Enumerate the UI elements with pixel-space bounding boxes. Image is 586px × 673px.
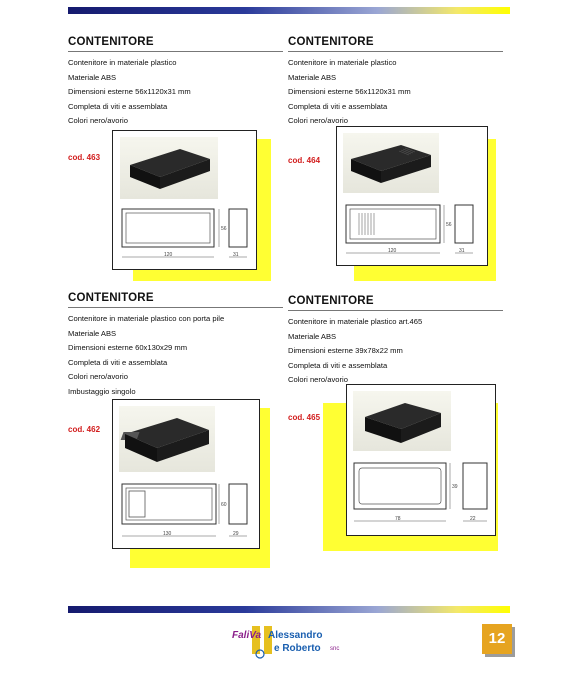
product-description: Contenitore in materiale plastico — [68, 58, 177, 67]
technical-drawing — [343, 201, 483, 261]
technical-drawing — [119, 480, 255, 546]
product-assembly: Completa di viti e assemblata — [68, 101, 168, 111]
product-title: CONTENITORE — [288, 36, 503, 52]
product-photo — [120, 137, 218, 199]
product-packaging: Imbustaggio singolo — [68, 386, 136, 396]
dimension-height: 31 — [459, 248, 465, 254]
product-image-frame — [346, 384, 496, 536]
product-dimensions: Dimensioni esterne 60x130x29 mm — [68, 343, 188, 352]
dimension-length: 120 — [388, 248, 397, 254]
dimension-height: 29 — [233, 531, 239, 537]
product-image-frame — [112, 399, 260, 549]
product-code-465: cod. 465 — [288, 413, 321, 422]
logo-text: snc — [330, 646, 340, 652]
product-colors: Colori nero/avorio — [288, 116, 348, 125]
product-title: CONTENITORE — [288, 295, 503, 311]
product-material: Materiale ABS — [68, 328, 117, 338]
product-dimensions: Dimensioni esterne 39x78x22 mm — [288, 346, 403, 355]
product-code-464: cod. 464 — [288, 156, 321, 165]
enclosure-photo-icon — [119, 406, 215, 472]
logo-text: FaliVa — [232, 630, 262, 641]
dimension-width: 56 — [221, 226, 227, 232]
product-465 — [288, 295, 503, 388]
dimension-height: 31 — [233, 252, 239, 258]
bottom-decorative-band — [68, 606, 510, 613]
product-colors: Colori nero/avorio — [288, 375, 348, 384]
product-image-frame — [112, 130, 257, 270]
enclosure-photo-icon — [343, 133, 439, 193]
product-photo — [353, 391, 451, 451]
enclosure-photo-icon — [353, 391, 451, 451]
logo-text: e Roberto — [274, 643, 321, 654]
logo-text: Alessandro — [268, 630, 323, 641]
dimension-length: 130 — [163, 531, 172, 537]
top-decorative-band — [68, 7, 510, 14]
technical-drawing — [351, 459, 493, 531]
product-assembly: Completa di viti e assemblata — [68, 357, 168, 367]
product-title: CONTENITORE — [68, 292, 283, 308]
product-title: CONTENITORE — [68, 36, 283, 52]
product-462 — [68, 292, 283, 399]
enclosure-photo-icon — [120, 137, 218, 199]
company-logo — [232, 624, 352, 660]
dimension-height: 22 — [470, 516, 476, 522]
product-463 — [68, 36, 283, 129]
dimension-width: 56 — [446, 222, 452, 228]
product-material: Materiale ABS — [68, 72, 117, 82]
product-dimensions: Dimensioni esterne 56x1120x31 mm — [288, 87, 411, 96]
product-material: Materiale ABS — [288, 72, 337, 82]
dimension-length: 78 — [395, 516, 401, 522]
product-material: Materiale ABS — [288, 331, 337, 341]
product-464 — [288, 36, 503, 129]
product-image-frame — [336, 126, 488, 266]
dimension-width: 60 — [221, 502, 227, 508]
product-assembly: Completa di viti e assemblata — [288, 101, 388, 111]
product-colors: Colori nero/avorio — [68, 372, 128, 381]
product-description: Contenitore in materiale plastico art.465 — [288, 317, 423, 326]
product-dimensions: Dimensioni esterne 56x1120x31 mm — [68, 87, 191, 96]
product-code-463: cod. 463 — [68, 153, 101, 162]
technical-drawing — [119, 205, 253, 265]
product-photo — [343, 133, 439, 193]
product-photo — [119, 406, 215, 472]
dimension-width: 39 — [452, 484, 458, 490]
product-description: Contenitore in materiale plastico — [288, 58, 397, 67]
product-description: Contenitore in materiale plastico con porta pile — [68, 314, 225, 323]
product-code-462: cod. 462 — [68, 425, 101, 434]
product-assembly: Completa di viti e assemblata — [288, 360, 388, 370]
product-colors: Colori nero/avorio — [68, 116, 128, 125]
page-number-badge: 12 — [482, 624, 512, 654]
dimension-length: 120 — [164, 252, 173, 258]
